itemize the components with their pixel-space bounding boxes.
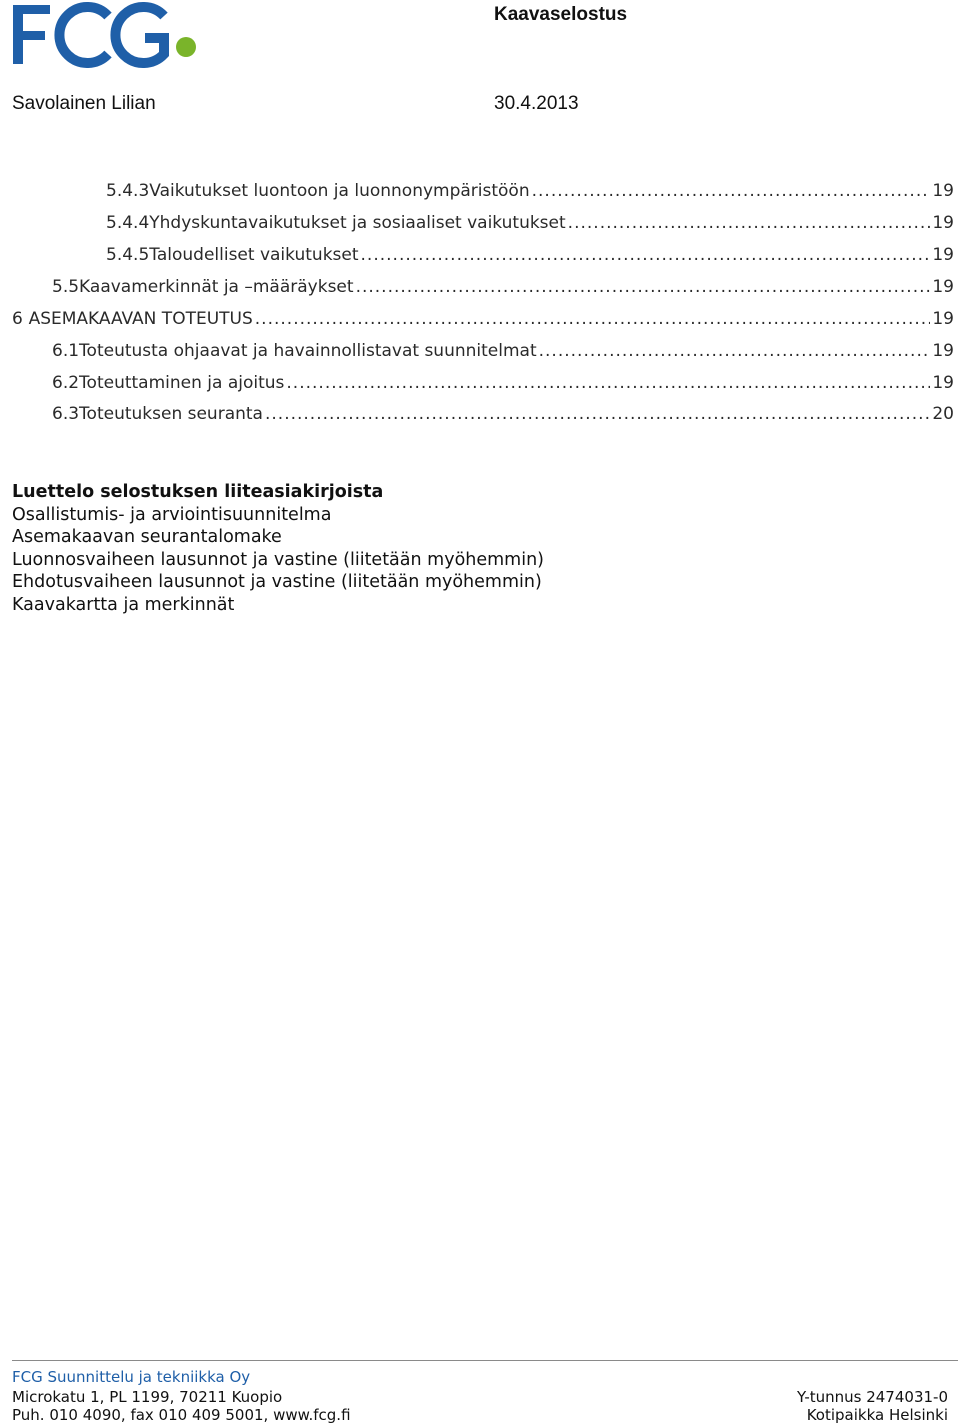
toc-title: Toteuttaminen ja ajoitus <box>79 373 285 393</box>
toc-number: 6 <box>12 309 23 329</box>
toc-number: 5.5 <box>52 277 80 297</box>
toc-title: Toteutusta ohjaavat ja havainnollistavat suunnitelmat <box>79 341 537 361</box>
attachments-heading: Luettelo selostuksen liiteasiakirjoista <box>12 482 384 502</box>
footer-address: Microkatu 1, PL 1199, 70211 Kuopio <box>12 1388 283 1406</box>
attachment-item: Ehdotusvaiheen lausunnot ja vastine (liitetään myöhemmin) <box>12 572 542 592</box>
toc-leader <box>568 213 931 233</box>
toc-page-number: 19 <box>932 245 954 265</box>
toc-leader <box>539 341 931 361</box>
document-date: 30.4.2013 <box>494 93 579 114</box>
toc-number: 5.4.5 <box>106 245 150 265</box>
toc-leader <box>532 181 931 201</box>
toc-entry[interactable] <box>106 181 954 205</box>
toc-title: ASEMAKAAVAN TOTEUTUS <box>28 309 253 329</box>
footer-contact: Puh. 010 4090, fax 010 409 5001, www.fcg.fi <box>12 1406 351 1424</box>
footer-business-id: Y-tunnus 2474031-0 <box>796 1388 948 1406</box>
attachment-item: Asemakaavan seurantalomake <box>12 527 282 547</box>
toc-page-number: 19 <box>932 181 954 201</box>
toc-title: Kaavamerkinnät ja –määräykset <box>79 277 354 297</box>
attachment-item: Luonnosvaiheen lausunnot ja vastine (liitetään myöhemmin) <box>12 549 545 570</box>
toc-page-number: 19 <box>932 373 954 393</box>
toc-leader <box>286 373 930 393</box>
toc-entry[interactable] <box>52 373 954 397</box>
toc-title: Taloudelliset vaikutukset <box>149 245 359 265</box>
toc-page-number: 20 <box>932 404 954 424</box>
document-type: Kaavaselostus <box>494 4 628 25</box>
toc-page-number: 19 <box>932 213 954 233</box>
toc-page-number: 19 <box>932 309 954 329</box>
toc-entry[interactable] <box>12 309 954 333</box>
toc-entry[interactable] <box>106 245 954 269</box>
toc-entry[interactable] <box>52 404 954 428</box>
fcg-logo <box>12 2 202 68</box>
toc-number: 5.4.4 <box>106 213 150 233</box>
toc-number: 5.4.3 <box>106 181 150 201</box>
footer-divider <box>12 1360 958 1361</box>
toc-title: Yhdyskuntavaikutukset ja sosiaaliset vaikutukset <box>149 213 566 233</box>
author-name: Savolainen Lilian <box>12 93 156 114</box>
toc-number: 6.2 <box>52 373 80 393</box>
toc-leader <box>255 309 931 329</box>
toc-number: 6.3 <box>52 404 80 424</box>
footer-domicile: Kotipaikka Helsinki <box>806 1406 948 1424</box>
toc-leader <box>265 404 930 424</box>
toc-page-number: 19 <box>932 277 954 297</box>
toc-entry[interactable] <box>52 341 954 365</box>
footer-company-name: FCG Suunnittelu ja tekniikka Oy <box>12 1368 251 1386</box>
toc-entry[interactable] <box>52 277 954 301</box>
toc-title: Vaikutukset luontoon ja luonnonympäristöön <box>149 181 530 201</box>
attachments-section <box>12 481 544 616</box>
toc-page-number: 19 <box>932 341 954 361</box>
toc-leader <box>361 245 931 265</box>
attachment-item: Kaavakartta ja merkinnät <box>12 594 235 615</box>
toc-title: Toteutuksen seuranta <box>79 404 263 424</box>
attachment-item: Osallistumis- ja arviointisuunnitelma <box>12 504 332 525</box>
toc-entry[interactable] <box>106 213 954 237</box>
toc-leader <box>356 277 931 297</box>
toc-number: 6.1 <box>52 341 80 361</box>
